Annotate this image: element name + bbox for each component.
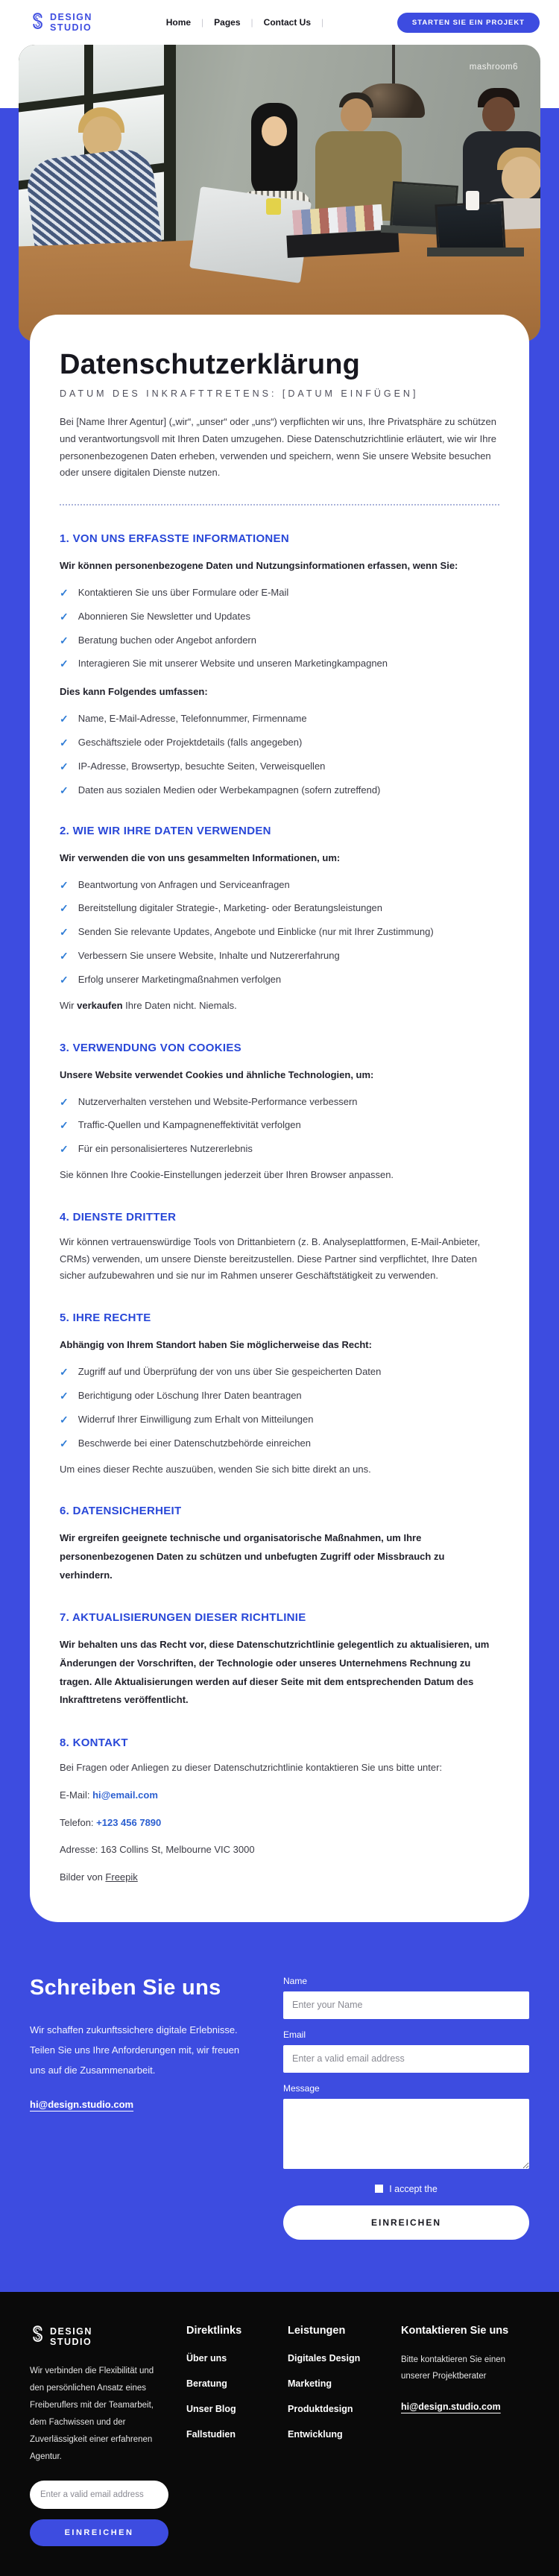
nav-separator: | <box>250 17 253 28</box>
check-icon <box>60 925 69 939</box>
checklist-text: Beschwerde bei einer Datenschutzbehörde einreichen <box>78 1437 311 1449</box>
policy-section <box>60 825 499 1015</box>
checklist-item <box>60 1437 499 1451</box>
intro-paragraph: Bei [Name Ihrer Agentur] („wir“, „unser“ oder „uns“) verpflichten wir uns, Ihre Privatsphäre zu schützen und verantwortungsvoll mit Ihren Daten umzugehen. Diese Datenschutzrichtlinie erläutert, wie wir Ihre personenbezogenen Daten erheben, verwenden und speichern, wenn Sie unsere Website besuchen oder unsere digitalen Dienste nutzen. <box>60 416 497 479</box>
section-heading: 4. DIENSTE DRITTER <box>60 1210 177 1224</box>
checklist-text: Beratung buchen oder Angebot anfordern <box>78 634 256 646</box>
main-nav <box>166 17 323 28</box>
footer-link-list <box>288 2352 383 2441</box>
checklist-item <box>60 1413 499 1427</box>
section-heading: 1. VON UNS ERFASSTE INFORMATIONEN <box>60 532 289 545</box>
section-heading: 5. IHRE RECHTE <box>60 1311 151 1325</box>
check-icon <box>60 949 69 963</box>
footer-logo[interactable] <box>30 2325 168 2349</box>
footer-link-item <box>186 2402 270 2416</box>
message-textarea[interactable] <box>283 2099 529 2169</box>
checklist-item <box>60 760 499 774</box>
check-icon <box>60 736 69 750</box>
checklist-item <box>60 657 499 671</box>
checklist-item <box>60 1389 499 1403</box>
policy-section <box>60 1042 499 1184</box>
footer-submit-button[interactable]: EINREICHEN <box>30 2519 168 2546</box>
checklist-text: Name, E-Mail-Adresse, Telefonnummer, Firmenname <box>78 713 307 725</box>
checklist <box>60 712 499 798</box>
logo-text: DESIGN STUDIO <box>50 11 92 33</box>
section-heading: 6. DATENSICHERHEIT <box>60 1505 182 1518</box>
bold-paragraph: Wir behalten uns das Recht vor, diese Datenschutzrichtlinie gelegentlich zu aktualisieren, um Änderungen der Vorschriften, der Technologie oder unseres Unternehmens Rechnung zu tragen. Alle Aktualisierungen werden auf dieser Seite mit dem entsprechenden Datum des Inkrafttretens veröffentlicht. <box>60 1639 490 1706</box>
footer-contact-text: Bitte kontaktieren Sie einen unserer Projektberater <box>401 2355 506 2381</box>
effective-date-subtitle: DATUM DES INKRAFTTRETENS: [DATUM EINFÜGEN] <box>60 388 419 399</box>
text-span: E-Mail: <box>60 1789 93 1801</box>
check-icon <box>60 712 69 726</box>
check-icon <box>60 878 69 892</box>
checklist-text: Nutzerverhalten verstehen und Website-Performance verbessern <box>78 1095 358 1107</box>
hero-cup-shape <box>466 191 479 210</box>
check-icon <box>60 1437 69 1451</box>
accept-row <box>283 2184 529 2194</box>
text-span: verkaufen <box>77 999 123 1011</box>
name-input[interactable] <box>283 1991 529 2019</box>
header <box>0 0 559 45</box>
bold-paragraph: Dies kann Folgendes umfassen: <box>60 686 208 698</box>
footer-contact-column <box>401 2325 526 2546</box>
write-us-text: Wir schaffen zukunftssichere digitale Erlebnisse. Teilen Sie uns Ihre Anforderungen mit, wir freuen uns auf die Zusammenarbeit. <box>30 2024 240 2076</box>
footer-link-item <box>288 2428 383 2441</box>
checklist-item <box>60 634 499 648</box>
footer-link[interactable]: Produktdesign <box>288 2403 353 2414</box>
check-icon <box>60 586 69 600</box>
checklist-item <box>60 712 499 726</box>
hero-watermark: mashroom6 <box>469 63 518 72</box>
checklist-item <box>60 1142 499 1156</box>
paragraph <box>60 1869 499 1886</box>
paragraph: Um eines dieser Rechte auszuüben, wenden Sie sich bitte direkt an uns. <box>60 1463 371 1475</box>
checklist-item <box>60 949 499 963</box>
policy-sections <box>60 532 499 1886</box>
nav-item-home[interactable]: Home <box>165 17 192 28</box>
hero-person-shape <box>262 116 287 146</box>
checklist-text: Verbessern Sie unsere Website, Inhalte und Nutzererfahrung <box>78 950 340 962</box>
checklist-text: Zugriff auf und Überprüfung der von uns über Sie gespeicherten Daten <box>78 1365 382 1377</box>
footer-services-column <box>288 2325 383 2546</box>
paragraph: Bei Fragen oder Anliegen zu dieser Datenschutzrichtlinie kontaktieren Sie uns bitte unter: <box>60 1762 443 1774</box>
checklist <box>60 1095 499 1157</box>
text-link[interactable]: +123 456 7890 <box>96 1816 162 1828</box>
checklist-item <box>60 784 499 798</box>
footer-links-column <box>186 2325 270 2546</box>
section-heading: 3. VERWENDUNG VON COOKIES <box>60 1041 241 1054</box>
checklist-text: Interagieren Sie mit unserer Website und unseren Marketingkampagnen <box>78 658 388 670</box>
footer-column-title: Kontaktieren Sie uns <box>401 2324 509 2337</box>
paragraph: Wir können vertrauenswürdige Tools von Drittanbietern (z. B. Analyseplattformen, E-Mail-Anbieter, CRMs) verwenden, um unsere Dienste bereitzustellen. Diese Partner sind verpflichtet, Ihre Daten sicher aufzubewahren und sie nur im Rahmen unserer Geschäftstätigkeit zu verwenden. <box>60 1235 481 1282</box>
text-span: Bilder von <box>60 1871 106 1883</box>
checklist-text: Senden Sie relevante Updates, Angebote und Einblicke (nur mit Ihrer Zustimmung) <box>78 926 434 938</box>
check-icon <box>60 657 69 671</box>
policy-section <box>60 532 499 798</box>
footer-contact-email-link[interactable]: hi@design.studio.com <box>401 2401 501 2412</box>
paragraph <box>60 998 499 1015</box>
hero-mug-shape <box>266 198 281 215</box>
checklist <box>60 878 499 987</box>
checklist-item <box>60 925 499 939</box>
section-heading: 8. KONTAKT <box>60 1736 128 1750</box>
text-span: Ihre Daten nicht. Niemals. <box>122 999 237 1011</box>
check-icon <box>60 1142 69 1156</box>
policy-card <box>30 315 529 1922</box>
bold-paragraph: Wir verwenden die von uns gesammelten Informationen, um: <box>60 851 341 863</box>
footer-logo-text: DESIGN STUDIO <box>50 2325 92 2348</box>
checklist-item <box>60 1095 499 1109</box>
checklist <box>60 1365 499 1451</box>
checklist-text: Daten aus sozialen Medien oder Werbekampagnen (sofern zutreffend) <box>78 784 381 796</box>
check-icon <box>60 1365 69 1379</box>
check-icon <box>60 901 69 916</box>
checklist-item <box>60 1118 499 1133</box>
hero-lamp-rod-shape <box>392 45 395 88</box>
check-icon <box>60 610 69 624</box>
checklist-text: Traffic-Quellen und Kampagneneffektivität verfolgen <box>78 1119 301 1131</box>
policy-section <box>60 1611 499 1710</box>
footer-link[interactable]: Unser Blog <box>186 2403 236 2414</box>
message-label: Message <box>283 2082 320 2094</box>
accept-checkbox[interactable] <box>375 2185 383 2193</box>
email-input[interactable] <box>283 2045 529 2073</box>
paragraph: Adresse: 163 Collins St, Melbourne VIC 3000 <box>60 1844 255 1856</box>
text-link[interactable]: hi@email.com <box>92 1789 158 1801</box>
footer-column-title: Leistungen <box>288 2324 346 2337</box>
footer-link-item <box>288 2377 383 2390</box>
footer-link-item <box>288 2352 383 2365</box>
write-us-left <box>30 1976 246 2240</box>
logo[interactable] <box>30 12 92 34</box>
footer-link-item <box>186 2428 270 2441</box>
checklist-text: Kontaktieren Sie uns über Formulare oder E-Mail <box>78 586 289 598</box>
checklist-text: Bereitstellung digitaler Strategie-, Marketing- oder Beratungsleistungen <box>78 902 383 914</box>
checklist-text: Beantwortung von Anfragen und Serviceanfragen <box>78 878 290 890</box>
policy-section <box>60 1311 499 1478</box>
checklist-text: IP-Adresse, Browsertyp, besuchte Seiten, Verweisquellen <box>78 760 326 772</box>
hero-person-shape <box>482 97 515 133</box>
section-heading: 2. WIE WIR IHRE DATEN VERWENDEN <box>60 824 271 837</box>
page-title: Datenschutzerklärung <box>60 349 361 380</box>
checklist-text: Erfolg unserer Marketingmaßnahmen verfolgen <box>78 974 282 986</box>
dotted-divider <box>60 504 499 506</box>
nav-separator: | <box>201 17 204 28</box>
footer-link[interactable]: Entwicklung <box>288 2428 343 2440</box>
checklist-text: Für ein personalisierteres Nutzererlebnis <box>78 1143 253 1155</box>
nav-separator: | <box>321 17 324 28</box>
check-icon <box>60 634 69 648</box>
footer-link-item <box>288 2402 383 2416</box>
footer-brand-column <box>30 2325 168 2546</box>
write-us-heading: Schreiben Sie uns <box>30 1975 221 2000</box>
checklist-text: Abonnieren Sie Newsletter und Updates <box>78 610 250 622</box>
policy-section <box>60 1211 499 1285</box>
email-label: Email <box>283 2029 306 2040</box>
checklist-item <box>60 973 499 987</box>
paragraph <box>60 1815 499 1832</box>
checklist-text: Berichtigung oder Löschung Ihrer Daten beantragen <box>78 1389 302 1401</box>
policy-section <box>60 1736 499 1886</box>
bold-paragraph: Wir können personenbezogene Daten und Nutzungsinformationen erfassen, wenn Sie: <box>60 560 458 571</box>
start-project-button[interactable]: STARTEN SIE EIN PROJEKT <box>397 13 540 33</box>
checklist <box>60 586 499 672</box>
contact-form <box>283 1976 529 2240</box>
checklist-item <box>60 586 499 600</box>
submit-button[interactable]: EINREICHEN <box>283 2205 529 2240</box>
bold-paragraph: Abhängig von Ihrem Standort haben Sie möglicherweise das Recht: <box>60 1339 372 1351</box>
footer-link-item <box>186 2352 270 2365</box>
accept-label: I accept the <box>389 2183 438 2194</box>
text-link[interactable]: Freepik <box>105 1871 138 1883</box>
checklist-item <box>60 878 499 892</box>
checklist-text: Geschäftsziele oder Projektdetails (falls angegeben) <box>78 737 303 749</box>
checklist-item <box>60 610 499 624</box>
checklist-item <box>60 1365 499 1379</box>
check-icon <box>60 1389 69 1403</box>
paragraph <box>60 1787 499 1804</box>
checklist-item <box>60 736 499 750</box>
hero-section <box>0 45 559 341</box>
name-label: Name <box>283 1975 308 1986</box>
check-icon <box>60 760 69 774</box>
check-icon <box>60 1095 69 1109</box>
hero-person-shape <box>341 98 372 133</box>
footer-logo-s-icon <box>30 2325 45 2349</box>
write-us-email-link[interactable]: hi@design.studio.com <box>30 2098 134 2110</box>
hero-person-shape <box>502 157 540 200</box>
check-icon <box>60 1413 69 1427</box>
checklist-item <box>60 901 499 916</box>
check-icon <box>60 973 69 987</box>
nav-item-pages[interactable]: Pages <box>214 17 241 28</box>
check-icon <box>60 1118 69 1133</box>
nav-item-contact-us[interactable]: Contact Us <box>263 17 311 28</box>
footer-link[interactable]: Beratung <box>186 2378 227 2389</box>
footer-link[interactable]: Über uns <box>186 2352 227 2364</box>
footer-email-input[interactable] <box>30 2481 168 2509</box>
bold-paragraph: Unsere Website verwendet Cookies und ähnliche Technologien, um: <box>60 1068 374 1080</box>
footer <box>0 2292 559 2576</box>
hero-image <box>19 45 540 341</box>
footer-link[interactable]: Marketing <box>288 2378 332 2389</box>
checklist-text: Widerruf Ihrer Einwilligung zum Erhalt von Mitteilungen <box>78 1413 314 1425</box>
text-span: Wir <box>60 999 78 1011</box>
section-heading: 7. AKTUALISIERUNGEN DIESER RICHTLINIE <box>60 1611 306 1625</box>
footer-link-item <box>186 2377 270 2390</box>
logo-s-icon <box>30 12 45 33</box>
paragraph: Sie können Ihre Cookie-Einstellungen jederzeit über Ihren Browser anpassen. <box>60 1169 394 1181</box>
footer-link[interactable]: Digitales Design <box>288 2352 361 2364</box>
text-span: Telefon: <box>60 1816 97 1828</box>
footer-column-title: Direktlinks <box>186 2324 242 2337</box>
footer-about-text: Wir verbinden die Flexibilität und den persönlichen Ansatz eines Freiberuflers mit der Teamarbeit, dem Fachwissen und der Zuverlässigkeit einer erfahrenen Agentur. <box>30 2366 154 2461</box>
check-icon <box>60 784 69 798</box>
bold-paragraph: Wir ergreifen geeignete technische und organisatorische Maßnahmen, um Ihre personenbezogenen Daten zu schützen und unbefugten Zugriff oder Missbrauch zu verhindern. <box>60 1532 445 1581</box>
footer-link-list <box>186 2352 270 2441</box>
footer-link[interactable]: Fallstudien <box>186 2428 236 2440</box>
write-us-section <box>0 1922 559 2292</box>
policy-section <box>60 1505 499 1584</box>
